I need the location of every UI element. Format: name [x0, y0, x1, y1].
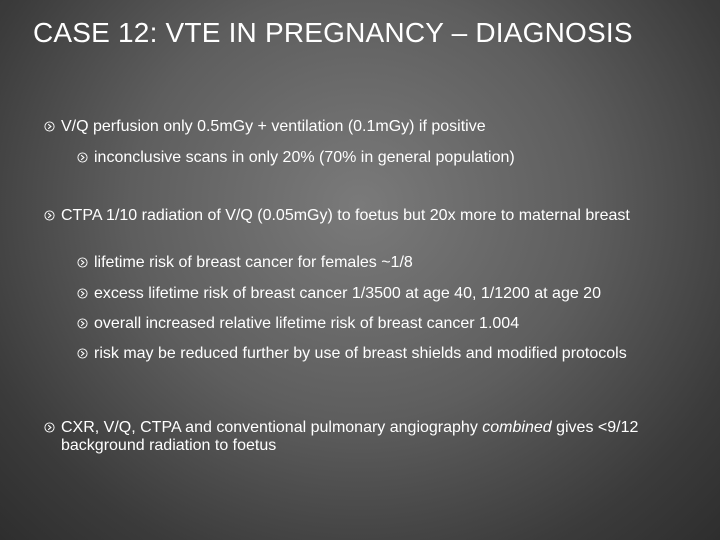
bullet-text-emphasis: combined	[482, 419, 552, 436]
bullet-text-pre: CXR, V/Q, CTPA and conventional pulmonary angiography	[61, 419, 483, 436]
circled-arrow-icon	[44, 121, 55, 132]
sub-bullet-excess-risk	[94, 285, 684, 303]
circled-arrow-icon	[77, 318, 88, 329]
circled-arrow-icon	[44, 422, 55, 433]
bullet-text: CTPA 1/10 radiation of V/Q (0.05mGy) to foetus but 20x more to maternal breast	[61, 207, 630, 224]
bullet-text-post: gives <9/12 background radiation to foetus	[61, 419, 639, 454]
bullet-ctpa	[61, 207, 681, 225]
circled-arrow-icon	[77, 288, 88, 299]
slide-title: CASE 12: VTE IN PREGNANCY – DIAGNOSIS	[33, 17, 633, 48]
sub-bullet-breast-shields	[94, 345, 684, 363]
bullet-text: lifetime risk of breast cancer for females ~1/8	[94, 254, 413, 271]
bullet-text: V/Q perfusion only 0.5mGy + ventilation (0.1mGy) if positive	[61, 118, 486, 135]
circled-arrow-icon	[77, 348, 88, 359]
bullet-combined-radiation	[61, 419, 681, 455]
sub-bullet-relative-risk	[94, 315, 684, 333]
bullet-text: overall increased relative lifetime risk of breast cancer 1.004	[94, 315, 520, 332]
bullet-text: excess lifetime risk of breast cancer 1/3500 at age 40, 1/1200 at age 20	[94, 285, 601, 302]
circled-arrow-icon	[77, 257, 88, 268]
sub-bullet-inconclusive-scans	[94, 149, 684, 167]
bullet-vq-perfusion	[61, 118, 681, 136]
bullet-text: risk may be reduced further by use of breast shields and modified protocols	[94, 345, 627, 362]
circled-arrow-icon	[44, 210, 55, 221]
circled-arrow-icon	[77, 152, 88, 163]
bullet-text: inconclusive scans in only 20% (70% in general population)	[94, 149, 515, 166]
sub-bullet-lifetime-risk	[94, 254, 684, 272]
